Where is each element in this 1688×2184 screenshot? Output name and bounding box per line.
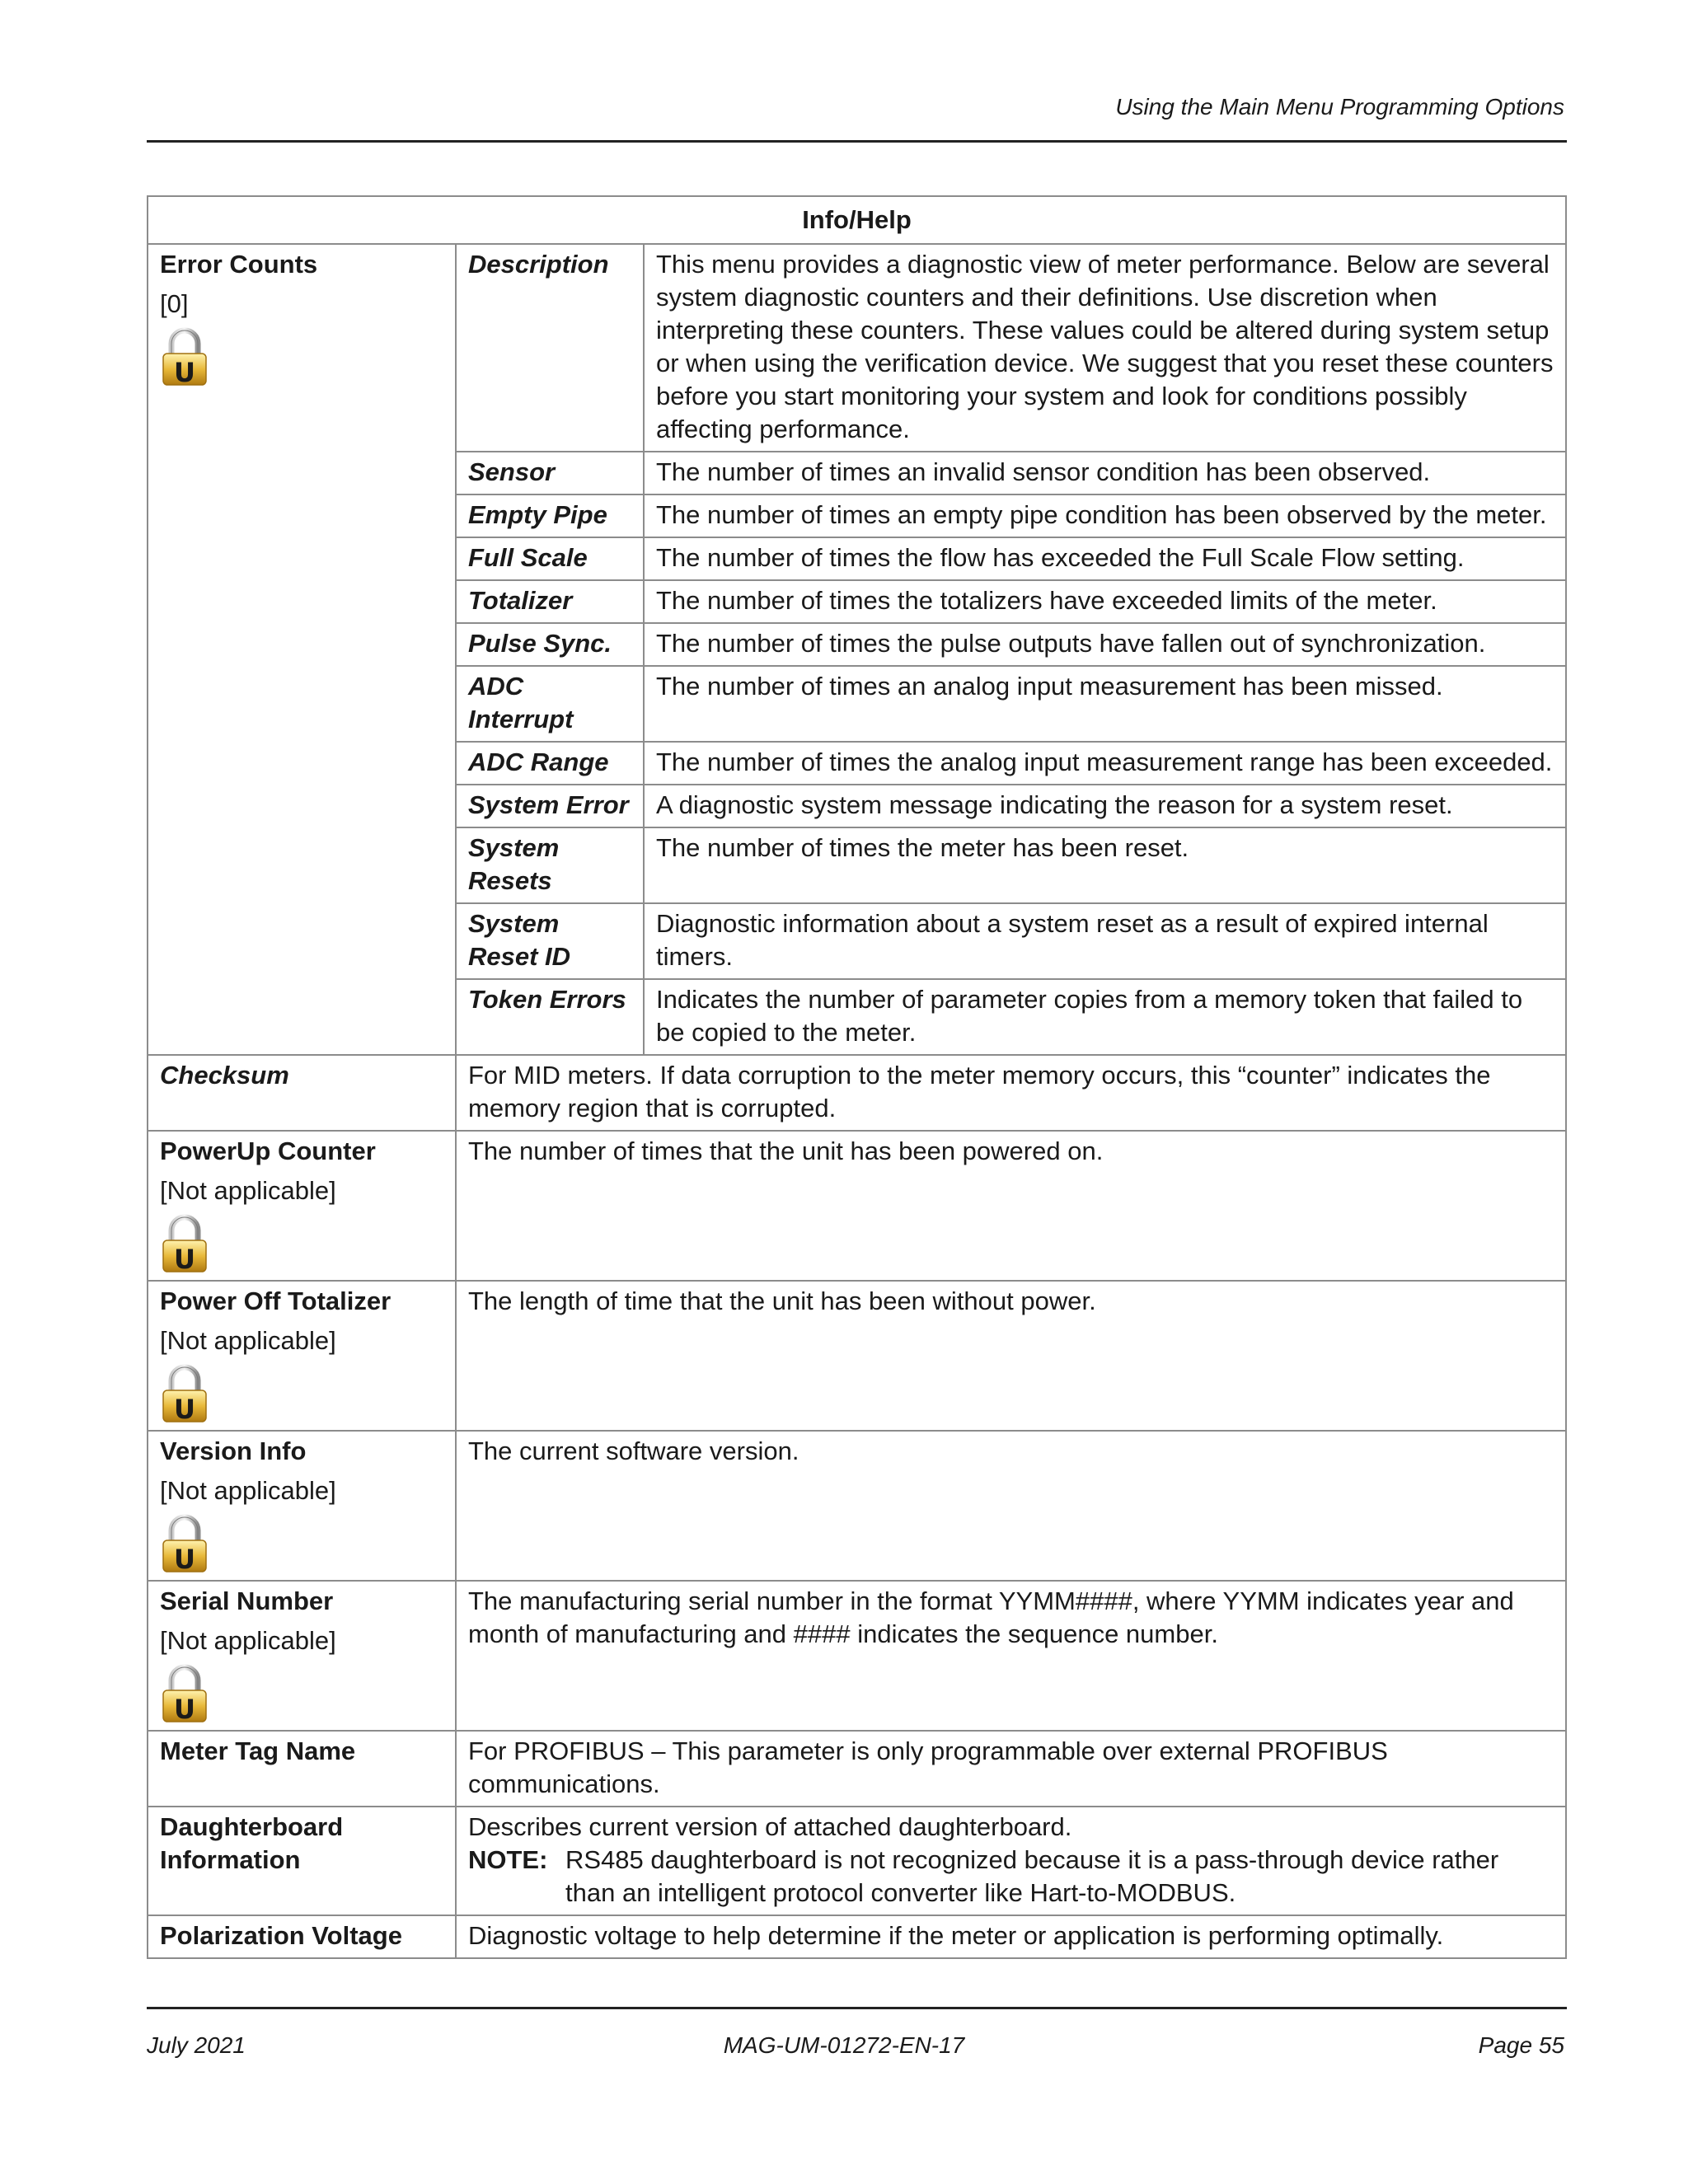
param-name: PowerUp Counter [160, 1137, 376, 1165]
param-default: [0] [160, 289, 189, 318]
param-description: The current software version. [456, 1431, 1566, 1581]
table-title: Info/Help [148, 196, 1566, 244]
note-label: NOTE: [468, 1845, 548, 1874]
param-name: Error Counts [160, 250, 318, 279]
param-name: Polarization Voltage [160, 1921, 402, 1950]
param-name: Daughterboard Information [160, 1812, 344, 1874]
param-default: [Not applicable] [160, 1326, 336, 1355]
param-description: For PROFIBUS – This parameter is only programmable over external PROFIBUS communications. [456, 1731, 1566, 1807]
param-default: [Not applicable] [160, 1626, 336, 1655]
sub-description: The number of times the flow has exceeded the Full Scale Flow setting. [644, 537, 1566, 580]
sub-description: The number of times the pulse outputs have fallen out of synchronization. [644, 623, 1566, 666]
sub-description: This menu provides a diagnostic view of meter performance. Below are several system diagnostic counters and their definitions. Use discretion when interpreting these counters. These values could be altered during system setup or when using the verification device. We suggest that you reset these counters before you start monitoring your system and look for conditions possibly affecting performance. [644, 244, 1566, 452]
sub-label: Totalizer [456, 580, 644, 623]
param-description: Diagnostic voltage to help determine if the meter or application is performing optimally. [456, 1915, 1566, 1958]
sub-label: Pulse Sync. [456, 623, 644, 666]
param-default: [Not applicable] [160, 1476, 336, 1505]
param-name: Power Off Totalizer [160, 1286, 392, 1315]
param-description-cell [456, 1807, 1566, 1915]
sub-label: ADC Range [456, 742, 644, 785]
sub-description: Indicates the number of parameter copies from a memory token that failed to be copied to the meter. [644, 979, 1566, 1055]
param-cell-serial-number [148, 1581, 456, 1731]
sub-description: The number of times an analog input measurement has been missed. [644, 666, 1566, 742]
param-name: Serial Number [160, 1586, 334, 1615]
sub-description: The number of times the analog input measurement range has been exceeded. [644, 742, 1566, 785]
param-default: [Not applicable] [160, 1176, 336, 1205]
sub-label: Full Scale [456, 537, 644, 580]
param-name: Meter Tag Name [160, 1736, 356, 1765]
param-description: Describes current version of attached daughterboard. [468, 1812, 1072, 1841]
param-description: The number of times that the unit has been powered on. [456, 1131, 1566, 1281]
param-cell-power-off-totalizer [148, 1281, 456, 1431]
footer-date: July 2021 [147, 2032, 246, 2058]
param-name: Version Info [160, 1436, 307, 1465]
sub-description: The number of times the meter has been reset. [644, 827, 1566, 903]
param-description: For MID meters. If data corruption to the meter memory occurs, this “counter” indicates the memory region that is corrupted. [456, 1055, 1566, 1131]
footer-rule [147, 2007, 1567, 2009]
lock-u-icon [160, 1664, 209, 1723]
footer-page-number: Page 55 [1478, 2032, 1564, 2058]
note-text: RS485 daughterboard is not recognized because it is a pass-through device rather than an intelligent protocol converter like Hart-to-MODBUS. [565, 1845, 1499, 1907]
sub-description: Diagnostic information about a system reset as a result of expired internal timers. [644, 903, 1566, 979]
param-cell-version-info [148, 1431, 456, 1581]
param-cell-error-counts [148, 244, 456, 1055]
table-row [148, 1055, 1566, 1131]
param-cell-meter-tag-name [148, 1731, 456, 1807]
param-description: The length of time that the unit has been without power. [456, 1281, 1566, 1431]
table-row [148, 1915, 1566, 1958]
param-description: The manufacturing serial number in the format YYMM####, where YYMM indicates year and month of manufacturing and #### indicates the sequence number. [456, 1581, 1566, 1731]
running-header: Using the Main Menu Programming Options [1115, 94, 1564, 120]
sub-description: A diagnostic system message indicating the reason for a system reset. [644, 785, 1566, 827]
table-row [148, 1131, 1566, 1281]
table-row [148, 1281, 1566, 1431]
sub-description: The number of times an invalid sensor condition has been observed. [644, 452, 1566, 494]
sub-label: Sensor [456, 452, 644, 494]
lock-u-icon [160, 327, 209, 387]
note [468, 1844, 1555, 1910]
table-row [148, 1431, 1566, 1581]
table-row [148, 1807, 1566, 1915]
sub-label: Empty Pipe [456, 494, 644, 537]
sub-label: System Reset ID [456, 903, 644, 979]
sub-label: Token Errors [456, 979, 644, 1055]
sub-description: The number of times an empty pipe condition has been observed by the meter. [644, 494, 1566, 537]
table-title-row [148, 196, 1566, 244]
param-cell-daughterboard [148, 1807, 456, 1915]
param-cell-powerup-counter [148, 1131, 456, 1281]
lock-u-icon [160, 1214, 209, 1273]
header-rule [147, 140, 1567, 143]
table-row [148, 244, 1566, 452]
param-name-checksum: Checksum [148, 1055, 456, 1131]
table-row [148, 1731, 1566, 1807]
lock-u-icon [160, 1364, 209, 1423]
table-row [148, 1581, 1566, 1731]
sub-label: Description [456, 244, 644, 452]
param-cell-polarization-voltage [148, 1915, 456, 1958]
info-help-table [147, 195, 1567, 1959]
lock-u-icon [160, 1514, 209, 1573]
footer-doc-id: MAG-UM-01272-EN-17 [723, 2032, 965, 2058]
sub-label: System Error [456, 785, 644, 827]
sub-label: ADC Interrupt [456, 666, 644, 742]
sub-label: System Resets [456, 827, 644, 903]
sub-description: The number of times the totalizers have exceeded limits of the meter. [644, 580, 1566, 623]
